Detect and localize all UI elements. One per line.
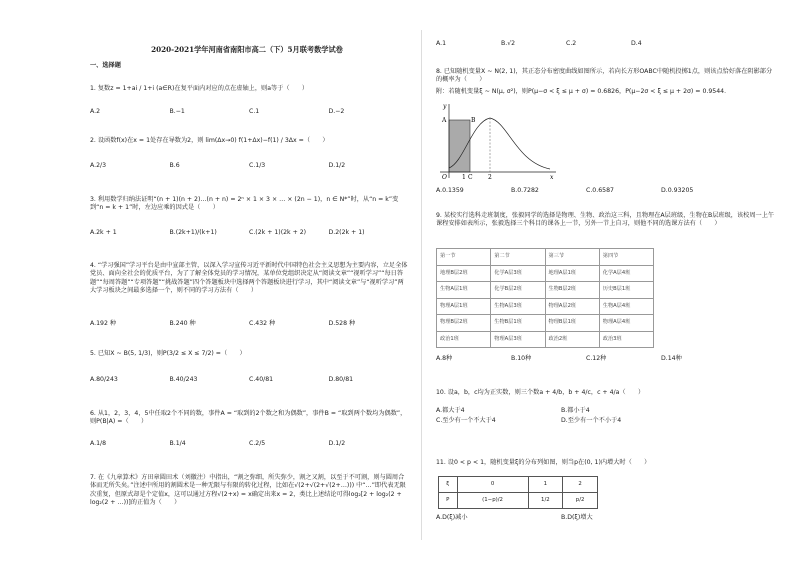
table-header-cell: ξ: [439, 477, 458, 493]
question-6-options: [90, 440, 408, 448]
table-row: [439, 493, 598, 509]
question-11-options: [436, 514, 686, 522]
option: C.0.6587: [586, 187, 614, 194]
table-cell: 政治1班: [437, 331, 491, 348]
table-cell: 地理A层1班: [545, 265, 599, 282]
table-header-cell: 第二节: [491, 249, 545, 266]
label-b: B: [471, 117, 476, 124]
option: B.D(ξ)增大: [561, 514, 593, 521]
option: C.432 种: [249, 320, 276, 327]
option: B.40/243: [169, 376, 198, 383]
question-4-options: [90, 320, 408, 328]
page-divider: [421, 30, 422, 540]
table-cell: 政治3班: [599, 331, 653, 348]
option: A.2: [90, 108, 101, 115]
option: A.192 种: [90, 320, 117, 327]
table-row: [437, 249, 654, 266]
option: C.12种: [586, 355, 607, 362]
option: C.2/5: [249, 440, 266, 447]
table-cell: (1−p)/2: [457, 493, 528, 509]
table-cell: 生物A层3班: [491, 298, 545, 315]
option: B.10种: [511, 355, 532, 362]
option: C.(2k + 1)(2k + 2): [249, 229, 307, 236]
option: D.0.93205: [661, 187, 694, 194]
label-one: 1: [462, 174, 466, 180]
option: A.1: [436, 40, 447, 47]
option: C.1: [249, 108, 260, 115]
question-10: 10. 设a，b，c均为正实数，则三个数a + 4/b，b + 4/c，c + 4/a（ ）: [436, 389, 645, 396]
table-cell: 物理A层4班: [599, 315, 653, 332]
option: D.14种: [661, 355, 682, 362]
question-7-options: [436, 40, 696, 48]
option: D.80/81: [328, 376, 354, 383]
option: C.40/81: [249, 376, 274, 383]
table-cell: 生物B层1班: [491, 315, 545, 332]
left-column: [86, 0, 408, 562]
table-header-cell: 1: [528, 477, 563, 493]
table-cell: 化学A层4班: [599, 265, 653, 282]
table-header-cell: 第一节: [437, 249, 491, 266]
question-8-options: [436, 187, 736, 195]
shaded-region: [449, 120, 470, 172]
question-3-options: [90, 229, 408, 237]
option: A.8种: [436, 355, 453, 362]
table-header-cell: 第四节: [599, 249, 653, 266]
question-9-options: [436, 355, 736, 363]
option: B.6: [169, 162, 180, 169]
table-cell: 化学A层3班: [491, 265, 545, 282]
option: B.(2k+1)/(k+1): [169, 229, 217, 236]
option: A.D(ξ)减小: [436, 514, 468, 521]
question-6: 6. 从1，2，3，4，5中任取2个不同的数，事件A = “取到的2个数之和为偶数”，事件B = “取到两个数均为偶数”，则P(B|A) =（ ）: [90, 410, 407, 426]
table-cell: 生物A层1班: [437, 282, 491, 299]
option: D.528 种: [328, 320, 356, 327]
option: B.−1: [169, 108, 185, 115]
label-origin: O: [442, 174, 447, 180]
table-cell: 物理A层1班: [437, 298, 491, 315]
question-2: 2. 设函数f(x)在x = 1处存在导数为2，则 lim(Δx→0) f(1+Δx)−f(1) / 3Δx =（ ）: [90, 137, 329, 144]
option: A.2k + 1: [90, 229, 117, 236]
question-4: 4. “学习强国”学习平台是由中宣部主管，以深入学习宣传习近平新时代中国特色社会主义思想为主要内容，立足全体党员、面向全社会的优质平台，为了了解全体党员的学习情况，某单位党组织决定从“阅读文章”“视听学习”“每日答题”“每周答题”“专项答题”“挑战答题”四个答题板块中选择两个答题板块进行学习，其中“阅读文章”与“视听学习”两大学习板块之间最多选择一个，则不同的学习方法有（ ）: [90, 262, 408, 295]
table-row: [437, 282, 654, 299]
table-header-cell: 第三节: [545, 249, 599, 266]
page-title: 2020-2021学年河南省南阳市高二（下）5月联考数学试卷: [151, 45, 343, 54]
schedule-table: [436, 248, 654, 348]
option: A.1/8: [90, 440, 107, 447]
distribution-table: [438, 476, 598, 509]
option: B.1/4: [169, 440, 186, 447]
table-cell: 生物B层2班: [545, 282, 599, 299]
option: D.2(2k + 1): [328, 229, 365, 236]
option: D.4: [631, 40, 642, 47]
table-row: [437, 265, 654, 282]
question-10-options: [436, 407, 686, 426]
option: A.0.1359: [436, 187, 464, 194]
section-heading: 一、选择题: [90, 62, 121, 69]
label-x: x: [550, 174, 554, 180]
option: D.1/2: [328, 162, 346, 169]
table-cell: 物理B层2班: [437, 315, 491, 332]
label-a: A: [442, 117, 447, 124]
table-cell: 生物A层4班: [599, 298, 653, 315]
table-cell: p/2: [563, 493, 598, 509]
option: D.−2: [328, 108, 345, 115]
label-two: 2: [488, 174, 492, 180]
table-cell: 历史B层1班: [599, 282, 653, 299]
label-c: C: [468, 174, 473, 180]
table-cell: 地理B层2班: [437, 265, 491, 282]
option: C.2: [566, 40, 577, 47]
option: A.80/243: [90, 376, 118, 383]
option: D.至少有一个不小于4: [561, 417, 622, 425]
table-row: [437, 298, 654, 315]
question-8-note: 附：若随机变量ξ ~ N(μ, σ²)，则P(μ−σ < ξ ≤ μ + σ) = 0.6826，P(μ−2σ < ξ ≤ μ + 2σ) = 0.9544．: [436, 88, 731, 95]
option: B.√2: [501, 40, 516, 47]
table-cell: 物理A层3班: [491, 331, 545, 348]
option: B.240 种: [169, 320, 196, 327]
option: A.都大于4: [436, 407, 465, 414]
question-8: 8. 已知随机变量X ~ N(2, 1)，其正态分布密度曲线如图所示，若向长方形OABC中随机投掷1点，则该点恰好落在阴影部分的概率为（ ）: [436, 68, 773, 84]
normal-distribution-figure: [432, 100, 562, 180]
question-7: 7. 在《九章算术》方田章圆田术（刘徽注）中指出，“割之弥细，所失弥少，割之又割，以至于不可割，则与圆周合体而无所失矣。”注述中所用的割圆术是一种无限与有限的转化过程，比如在√(2+√(2+√(2+…))) 中“…”即代表无限次重复，但原式却是个定值x，这可以通过方程√(2+x) = x确定出来x = 2，类比上述结论可得log₂[2 + log₂(2 + log₂(2 + …))]的正值为（ ）: [90, 474, 406, 507]
table-row: [437, 331, 654, 348]
option: D.1/2: [328, 440, 346, 447]
option: C.至少有一个不大于4: [436, 417, 496, 425]
label-y: y: [443, 103, 447, 110]
table-header-cell: 0: [457, 477, 528, 493]
table-cell: 政治2班: [545, 331, 599, 348]
question-3: 3. 利用数学归纳法证明“(n + 1)(n + 2)…(n + n) = 2ⁿ × 1 × 3 × … × (2n − 1)，n ∈ N*”时，从“n = k”变到“n = k + 1”时，左边应乘的因式是（ ）: [90, 196, 399, 212]
option: A.2/3: [90, 162, 107, 169]
table-cell: 1/2: [528, 493, 563, 509]
table-cell: 化学B层2班: [491, 282, 545, 299]
option: B.0.7282: [511, 187, 539, 194]
table-cell: 物理A层2班: [545, 298, 599, 315]
question-9: 9. 某校实行选科走班制度，张毅同学的选择是物理、生物、政治这三科，且物理在A层班级，生物在B层班级，该校周一上午课程安排如表所示，张毅选择三个科目的课各上一节，另外一节上自习，则他不同的选课方法有（ ）: [436, 212, 775, 228]
question-11: 11. 设0 < p < 1，随机变量ξ的分布列如图，则当p在(0, 1)内增大时（ ）: [436, 459, 651, 466]
table-row: [437, 315, 654, 332]
table-header-cell: 2: [563, 477, 598, 493]
question-5-options: [90, 376, 408, 384]
question-1-options: [90, 108, 408, 116]
table-cell: P: [439, 493, 458, 509]
question-5: 5. 已知X ~ B(5, 1/3)，则P(3/2 ≤ X ≤ 7/2) =（ ）: [90, 350, 246, 357]
table-row: [439, 477, 598, 493]
table-cell: 物理B层1班: [545, 315, 599, 332]
option: C.1/3: [249, 162, 266, 169]
question-2-options: [90, 162, 408, 170]
option: B.都小于4: [561, 407, 590, 414]
right-column: [432, 0, 778, 562]
question-1: 1. 复数z = 1+ai / 1+i (a∈R)在复平面内对应的点在虚轴上，则a等于（ ）: [90, 85, 309, 92]
